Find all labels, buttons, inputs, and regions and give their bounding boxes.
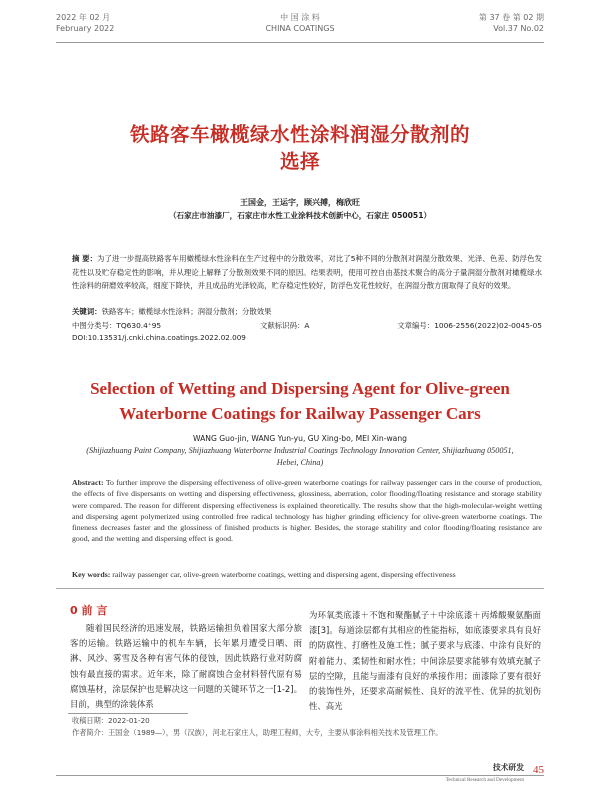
affiliation-en: [80, 445, 520, 469]
affiliation-en-line1: (Shijiazhuang Paint Company, Shijiazhuang Waterborne Industrial Coatings Technology Innovation Center, Shijiazhuang 050051,: [86, 446, 514, 455]
page-number: 45: [533, 764, 544, 776]
header-journal-cn: 中 国 涂 料: [280, 13, 320, 22]
paper-title-cn: [40, 121, 560, 175]
header-volume-cn: 第 37 卷 第 02 期: [478, 13, 544, 22]
header-volume-en: Vol.37 No.02: [493, 24, 544, 33]
keywords-cn-label: 关键词：: [72, 307, 102, 316]
classification-line: [72, 320, 542, 332]
doi: DOI:10.13531/j.cnki.china.coatings.2022.02.009: [72, 333, 246, 342]
paper-title-en-line1: Selection of Wetting and Dispersing Agent for Olive-green: [90, 379, 510, 398]
abstract-en-label: Abstract:: [72, 478, 104, 487]
keywords-en: [72, 569, 542, 580]
body-paragraph-right: 为环氧类底漆＋不饱和聚酯腻子＋中涂底漆＋丙烯酸聚氨酯面漆[3]。每道涂层都有其相应的性能指标，如底漆要求具有良好的防腐性、打磨性及施工性；腻子要求与底漆、中涂有良好的附着能力、柔韧性和耐水性；中间涂层要求能够有效填充腻子层的空隙，且能与面漆有良好的承接作用；面漆除了要有很好的装饰性外，还要求高耐候性、良好的流平性、优异的抗划伤性、高光: [309, 610, 541, 712]
body-column-right: [309, 608, 541, 714]
paper-title-cn-line2: 选择: [279, 150, 320, 173]
paper-title-cn-line1: 铁路客车橄榄绿水性涂料润湿分散剂的: [129, 123, 470, 146]
keywords-en-label: Key words:: [72, 570, 111, 579]
clc-number: 中图分类号：TQ630.4⁺95: [72, 321, 162, 330]
abstract-cn-text: 为了进一步提高铁路客车用橄榄绿水性涂料在生产过程中的分散效率，对比了5种不同的分散剂对润湿分散效果、光泽、色差、防浮色发花性以及贮存稳定性的影响，并从理论上解释了分散剂效果不同的原因。结果表明，使用可控自由基技术聚合的高分子量润湿分散剂对橄榄绿水性涂料的研磨效率较高，细度下降快，并且成品的光泽较高，贮存稳定性较好，防浮色发花性较好，在润湿分散方面取得了良好的效果。: [72, 254, 542, 291]
body-paragraph-left: 随着国民经济的迅速发展，铁路运输担负着国家大部分旅客的运输。铁路运输中的机车车辆，长年累月遭受日晒、雨淋、风沙、雾雪及各种有害气体的侵蚀，因此铁路行业对防腐蚀有最直接的需求。近年来，除了耐腐蚀合金材料替代原有易腐蚀基材，涂层保护也是解决这一问题的关键环节之一[1-2]。目前，典型的涂装体系: [70, 623, 302, 710]
header-volume: [479, 12, 544, 34]
footer-section-cn: 技术研发: [492, 763, 524, 772]
abstract-en-text: To further improve the dispersing effectiveness of olive-green waterborne coatings for railway passenger cars in the course of production, the effects of five dispersants on wetting and dispersing effectiveness, glossiness, aberration, color flooding/floating resistance and storage stability were compared. The reason for different dispersing effectiveness is explained theoretically. The results show that the high-molecular-weight wetting and dispersing agent polymerized using controlled free radical technology has higher grinding efficiency for olive-green waterborne coatings. The fineness decreases faster and the glossiness of finished products is higher. Besides, the storage stability and color flooding/floating resistance are good, and the wetting and dispersing effect is good.: [72, 478, 542, 544]
authors-en: WANG Guo-jin, WANG Yun-yu, GU Xing-bo, MEI Xin-wang: [193, 434, 407, 443]
keywords-en-text: railway passenger car, olive-green waterborne coatings, wetting and dispersing agent, dispersing effectiveness: [112, 570, 456, 579]
section-divider: [56, 588, 544, 589]
footnote-rule: [68, 713, 188, 714]
paper-title-en-line2: Waterborne Coatings for Railway Passenger Cars: [119, 404, 481, 423]
header-date-cn: 2022 年 02 月: [56, 13, 111, 22]
affiliation-cn: （石家庄市油漆厂，石家庄市水性工业涂料技术创新中心，石家庄 050051）: [168, 211, 432, 220]
paper-title-en: [30, 376, 570, 426]
article-number: 文章编号：1006-2556(2022)02-0045-05: [397, 321, 542, 330]
running-header: [56, 12, 544, 43]
footnote-author-info: 作者简介：王国金（1989—），男（汉族），河北石家庄人，助理工程师，大专，主要从事涂料相关技术及管理工作。: [72, 728, 443, 737]
header-journal: [56, 12, 544, 34]
body-column-left: [70, 603, 302, 712]
keywords-cn-text: 铁路客车；橄榄绿水性涂料；润湿分散剂；分散效果: [101, 307, 272, 316]
footnote-received: 收稿日期：2022-01-20: [72, 716, 150, 725]
affiliation-en-line2: Hebei, China): [276, 458, 324, 467]
section-heading: 0 前 言: [70, 604, 108, 617]
header-journal-en: CHINA COATINGS: [265, 24, 335, 33]
running-footer: [56, 762, 544, 792]
abstract-cn: [72, 252, 542, 293]
authors-cn: 王国金，王运宇，顾兴搏，梅欣旺: [240, 198, 360, 207]
footer-rule: [56, 775, 544, 776]
footer-section-en: Technical Research and Development: [445, 777, 524, 783]
header-date-en: February 2022: [56, 24, 115, 33]
keywords-cn: [72, 306, 542, 318]
document-code: 文献标识码：A: [260, 321, 310, 330]
abstract-en: [72, 477, 542, 545]
abstract-cn-label: 摘 要：: [72, 254, 98, 263]
